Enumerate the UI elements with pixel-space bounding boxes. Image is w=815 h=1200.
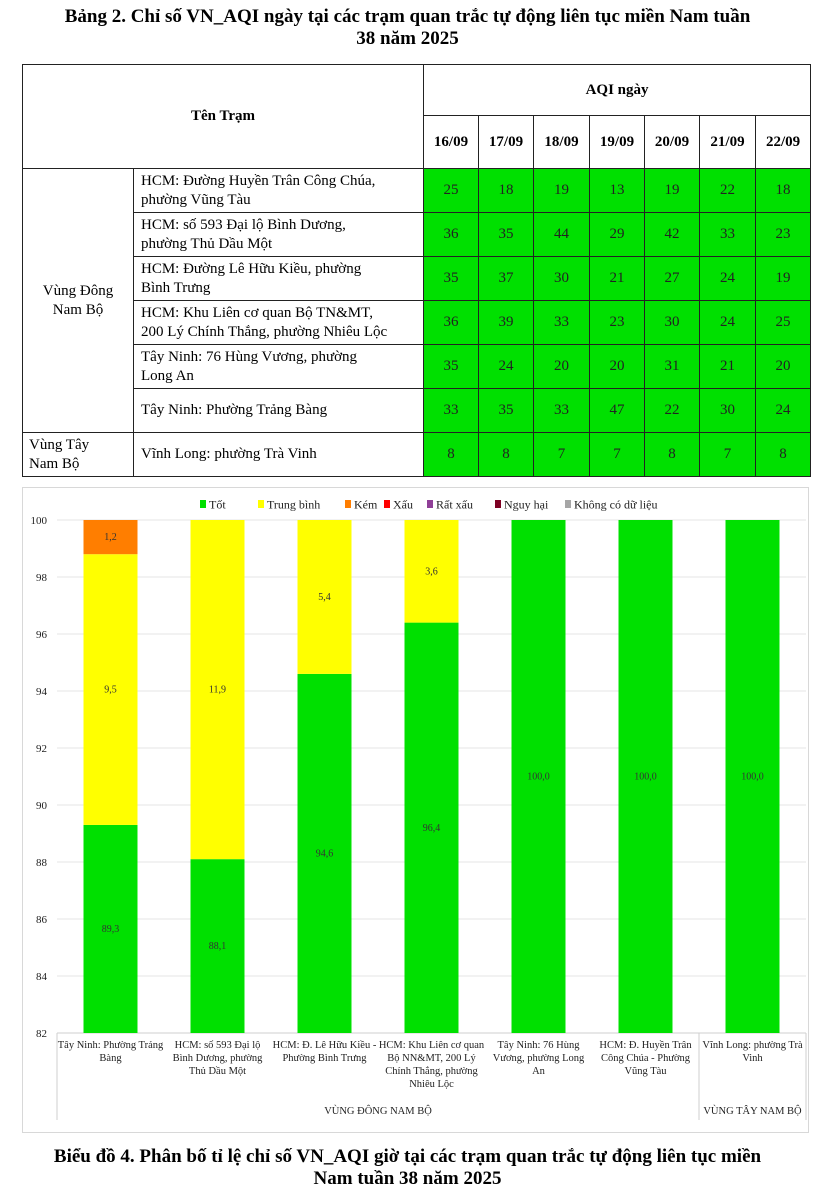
y-tick-label: 84 [36,971,47,983]
station-name-line1: HCM: Đường Lê Hữu Kiều, phường [141,260,362,277]
aqi-value-cell: 24 [700,257,756,301]
x-category-label: Vĩnh Long: phường Trà [702,1040,803,1051]
x-category-label: An [532,1066,545,1077]
group-label: VÙNG TÂY NAM BỘ [703,1106,802,1117]
aqi-value-cell: 23 [590,301,645,345]
aqi-value-cell: 7 [590,433,645,477]
aqi-value-cell: 18 [756,169,811,213]
legend-label: Tốt [209,497,226,512]
legend-swatch [384,500,390,508]
data-label: 94,6 [315,848,334,860]
x-category-label: Vũng Tàu [624,1066,667,1077]
x-category-label: HCM: Đ. Lê Hữu Kiều - [272,1040,377,1051]
x-category-label: Chính Thắng, phường [385,1066,478,1077]
aqi-value-cell: 47 [590,389,645,433]
legend-swatch [495,500,501,508]
station-name-line1: HCM: số 593 Đại lộ Bình Dương, [141,216,346,233]
legend-label: Kém [354,497,378,512]
group-label: VÙNG ĐÔNG NAM BỘ [324,1106,432,1117]
chart-title-line2: Nam tuần 38 năm 2025 [313,1168,502,1189]
aqi-value-cell: 19 [534,169,590,213]
aqi-value-cell: 22 [645,389,700,433]
aqi-value-cell: 35 [424,345,479,389]
y-tick-label: 100 [30,515,47,527]
data-label: 89,3 [101,923,120,935]
y-tick-label: 82 [36,1028,47,1040]
aqi-value-cell: 30 [645,301,700,345]
table-title-line2: 38 năm 2025 [356,28,459,49]
station-name-line2: 200 Lý Chính Thắng, phường Nhiêu Lộc [141,323,388,340]
x-category-label: Thủ Dầu Một [188,1066,247,1077]
legend-swatch [345,500,351,508]
data-label: 1,2 [104,532,117,544]
region-name-line2: Nam Bộ [29,455,80,472]
data-label: 100,0 [634,771,657,783]
aqi-value-cell: 30 [534,257,590,301]
aqi-value-cell: 8 [756,433,811,477]
x-category-label: Bình Dương, phường [172,1053,263,1064]
legend-label: Nguy hại [504,497,549,512]
aqi-value-cell: 24 [756,389,811,433]
aqi-value-cell: 33 [700,213,756,257]
date-header: 20/09 [645,116,700,169]
aqi-value-cell: 30 [700,389,756,433]
date-header: 17/09 [479,116,534,169]
aqi-value-cell: 8 [479,433,534,477]
station-name-line2: phường Thủ Dầu Một [141,235,273,252]
x-category-label: HCM: số 593 Đại lộ [174,1040,261,1051]
data-label: 11,9 [208,684,227,696]
legend-label: Xấu [393,497,413,512]
legend-swatch [200,500,206,508]
region-name-line2: Nam Bộ [52,301,104,318]
aqi-value-cell: 35 [479,213,534,257]
aqi-value-cell: 24 [479,345,534,389]
legend-label: Không có dữ liệu [574,497,658,512]
aqi-value-cell: 22 [700,169,756,213]
aqi-value-cell: 36 [424,213,479,257]
date-header: 16/09 [424,116,479,169]
x-category-label: Bàng [99,1053,122,1064]
data-label: 3,6 [425,566,438,578]
aqi-value-cell: 7 [700,433,756,477]
aqi-value-cell: 33 [534,389,590,433]
y-tick-label: 98 [36,572,47,584]
legend-swatch [427,500,433,508]
legend-label: Rất xấu [436,497,473,512]
x-category-label: Vương, phường Long [492,1053,585,1064]
aqi-value-cell: 44 [534,213,590,257]
aqi-value-cell: 37 [479,257,534,301]
aqi-value-cell: 18 [479,169,534,213]
aqi-value-cell: 24 [700,301,756,345]
aqi-value-cell: 19 [756,257,811,301]
x-category-label: Tây Ninh: 76 Hùng [497,1040,580,1051]
data-label: 96,4 [422,822,441,834]
aqi-value-cell: 19 [645,169,700,213]
aqi-value-cell: 8 [645,433,700,477]
aqi-value-cell: 21 [700,345,756,389]
data-label: 9,5 [104,684,117,696]
station-name-line1: HCM: Khu Liên cơ quan Bộ TN&MT, [141,304,373,321]
chart-title-line1: Biểu đồ 4. Phân bố tỉ lệ chỉ số VN_AQI giờ tại các trạm quan trắc tự động liên tục miền [53,1146,762,1167]
aqi-value-cell: 29 [590,213,645,257]
aqi-value-cell: 20 [590,345,645,389]
data-label: 88,1 [208,941,227,953]
region-name-line1: Vùng Tây [29,436,90,453]
aqi-value-cell: 31 [645,345,700,389]
legend-swatch [258,500,264,508]
data-label: 5,4 [318,591,331,603]
y-tick-label: 88 [36,857,47,869]
station-name-line1: Tây Ninh: 76 Hùng Vương, phường [141,348,358,365]
date-header: 19/09 [590,116,645,169]
station-name-line2: Long An [141,367,194,384]
aqi-value-cell: 23 [756,213,811,257]
x-category-label: Tây Ninh: Phường Trảng [57,1040,164,1051]
date-header: 21/09 [700,116,756,169]
x-category-label: Nhiêu Lộc [409,1079,454,1090]
y-tick-label: 90 [36,800,47,812]
x-category-label: Phường Bình Trưng [282,1053,367,1064]
legend-swatch [565,500,571,508]
aqi-value-cell: 35 [424,257,479,301]
aqi-value-cell: 7 [534,433,590,477]
x-category-label: Bộ NN&MT, 200 Lý [387,1053,476,1064]
x-category-label: HCM: Đ. Huyền Trân [599,1040,692,1051]
aqi-value-cell: 27 [645,257,700,301]
aqi-value-cell: 25 [756,301,811,345]
data-label: 100,0 [741,771,764,783]
y-tick-label: 94 [36,686,47,698]
chart-title [0,1146,815,1190]
x-category-label: Công Chúa - Phường [600,1053,691,1064]
x-category-label: HCM: Khu Liên cơ quan [378,1040,485,1051]
y-tick-label: 92 [36,743,47,755]
aqi-value-cell: 21 [590,257,645,301]
date-header: 18/09 [534,116,590,169]
station-header: Tên Trạm [23,65,424,169]
aqi-value-cell: 42 [645,213,700,257]
aqi-value-cell: 13 [590,169,645,213]
station-name-line1: HCM: Đường Huyền Trân Công Chúa, [141,172,376,189]
aqi-value-cell: 33 [424,389,479,433]
aqi-value-cell: 36 [424,301,479,345]
aqi-value-cell: 35 [479,389,534,433]
aqi-value-cell: 25 [424,169,479,213]
legend-label: Trung bình [267,497,321,512]
station-name-line2: Bình Trưng [141,279,211,296]
y-tick-label: 86 [36,914,47,926]
aqi-value-cell: 33 [534,301,590,345]
aqi-value-cell: 39 [479,301,534,345]
station-name-line1: Tây Ninh: Phường Trảng Bàng [141,402,328,418]
aqi-value-cell: 20 [756,345,811,389]
aqi-value-cell: 8 [424,433,479,477]
station-name-line1: Vĩnh Long: phường Trà Vinh [141,446,317,462]
data-label: 100,0 [527,771,550,783]
region-name-line1: Vùng Đông [42,282,114,299]
table-title-line1: Bảng 2. Chỉ số VN_AQI ngày tại các trạm quan trắc tự động liên tục miền Nam tuần [64,6,751,27]
date-header: 22/09 [756,116,811,169]
aqi-value-cell: 20 [534,345,590,389]
x-category-label: Vinh [742,1053,763,1064]
aqi-header: AQI ngày [424,65,811,116]
station-name-line2: phường Vũng Tàu [141,191,251,208]
y-tick-label: 96 [36,629,47,641]
